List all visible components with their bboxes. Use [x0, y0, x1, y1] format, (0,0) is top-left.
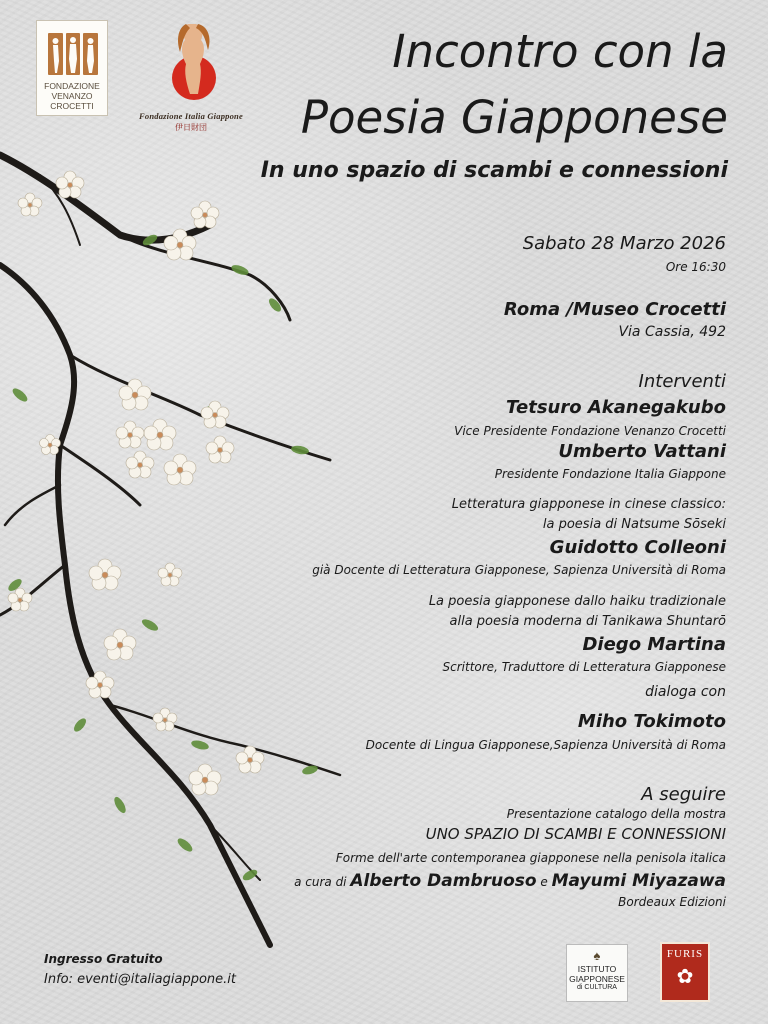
crocetti-foundation-logo: [36, 20, 108, 116]
event-address: Via Cassia, 492: [618, 324, 726, 340]
event-date: Sabato 28 Marzo 2026: [522, 233, 726, 254]
speaker-2-name: Umberto Vattani: [558, 441, 726, 462]
italia-giappone-foundation-logo: [128, 18, 254, 132]
curated-prefix: a cura di: [294, 875, 347, 889]
iic-emblem-icon: ♠: [593, 948, 601, 963]
curated-and: e: [540, 875, 548, 889]
free-entry-label: Ingresso Gratuito: [44, 952, 163, 966]
event-time: Ore 16:30: [665, 260, 726, 274]
interventi-label: Interventi: [638, 371, 726, 392]
event-place: Roma /Museo Crocetti: [503, 299, 726, 320]
speaker-3-role: già Docente di Letteratura Giapponese, Sapienza Università di Roma: [312, 563, 726, 577]
info-email: Info: eventi@italiagiappone.it: [44, 972, 236, 987]
talk-2-title-line-1: La poesia giapponese dallo haiku tradizionale: [428, 594, 726, 609]
crocetti-logo-text-2: VENANZO: [51, 91, 93, 101]
furis-emblem-icon: ✿: [676, 966, 694, 988]
speaker-3-name: Guidotto Colleoni: [549, 537, 726, 558]
publisher: Bordeaux Edizioni: [618, 895, 726, 909]
furis-logo: [660, 942, 710, 1002]
dialoga-label: dialoga con: [645, 684, 726, 700]
speaker-1-role: Vice Presidente Fondazione Venanzo Crocetti: [454, 424, 726, 438]
talk-2-title-line-2: alla poesia moderna di Tanikawa Shuntarō: [449, 614, 726, 629]
after-label: A seguire: [641, 784, 726, 805]
talk-1-title-line-2: la poesia di Natsume Sōseki: [542, 517, 726, 532]
speaker-4-role: Scrittore, Traduttore di Letteratura Giapponese: [442, 660, 726, 674]
crocetti-logo-text-1: FONDAZIONE: [44, 81, 100, 91]
italia-giappone-logo-name: Fondazione Italia Giappone: [139, 111, 243, 121]
speaker-4-name: Diego Martina: [582, 634, 726, 655]
sculpture-figures-icon: [46, 31, 100, 77]
curator-1: Alberto Dambruoso: [350, 871, 537, 891]
furis-logo-text: FURIS: [666, 948, 704, 960]
title-line-2: Poesia Giapponese: [300, 91, 728, 144]
speaker-5-role: Docente di Lingua Giapponese,Sapienza Università di Roma: [365, 738, 726, 752]
speaker-5-name: Miho Tokimoto: [577, 711, 726, 732]
title-line-1: Incontro con la: [392, 25, 728, 78]
after-line-2: Forme dell'arte contemporanea giapponese nella penisola italica: [335, 851, 726, 865]
italia-giappone-logo-kanji: 伊日財団: [175, 123, 207, 132]
cherry-blossom-branch-illustration: [0, 145, 360, 965]
exhibit-title: UNO SPAZIO DI SCAMBI E CONNESSIONI: [425, 825, 726, 843]
crocetti-logo-text-3: CROCETTI: [50, 101, 94, 111]
venus-sun-icon: [168, 20, 220, 102]
after-line-1: Presentazione catalogo della mostra: [506, 807, 726, 821]
iic-logo-line-2: GIAPPONESE: [569, 974, 625, 984]
iic-logo-line-1: ISTITUTO: [577, 964, 617, 974]
istituto-giapponese-cultura-logo: [566, 944, 628, 1002]
subtitle: In uno spazio di scambi e connessioni: [260, 158, 728, 183]
speaker-1-name: Tetsuro Akanegakubo: [506, 397, 726, 418]
speaker-2-role: Presidente Fondazione Italia Giappone: [494, 467, 726, 481]
iic-logo-line-3: di CULTURA: [577, 984, 617, 991]
curator-2: Mayumi Miyazawa: [551, 871, 726, 891]
talk-1-title-line-1: Letteratura giapponese in cinese classico:: [451, 497, 726, 512]
